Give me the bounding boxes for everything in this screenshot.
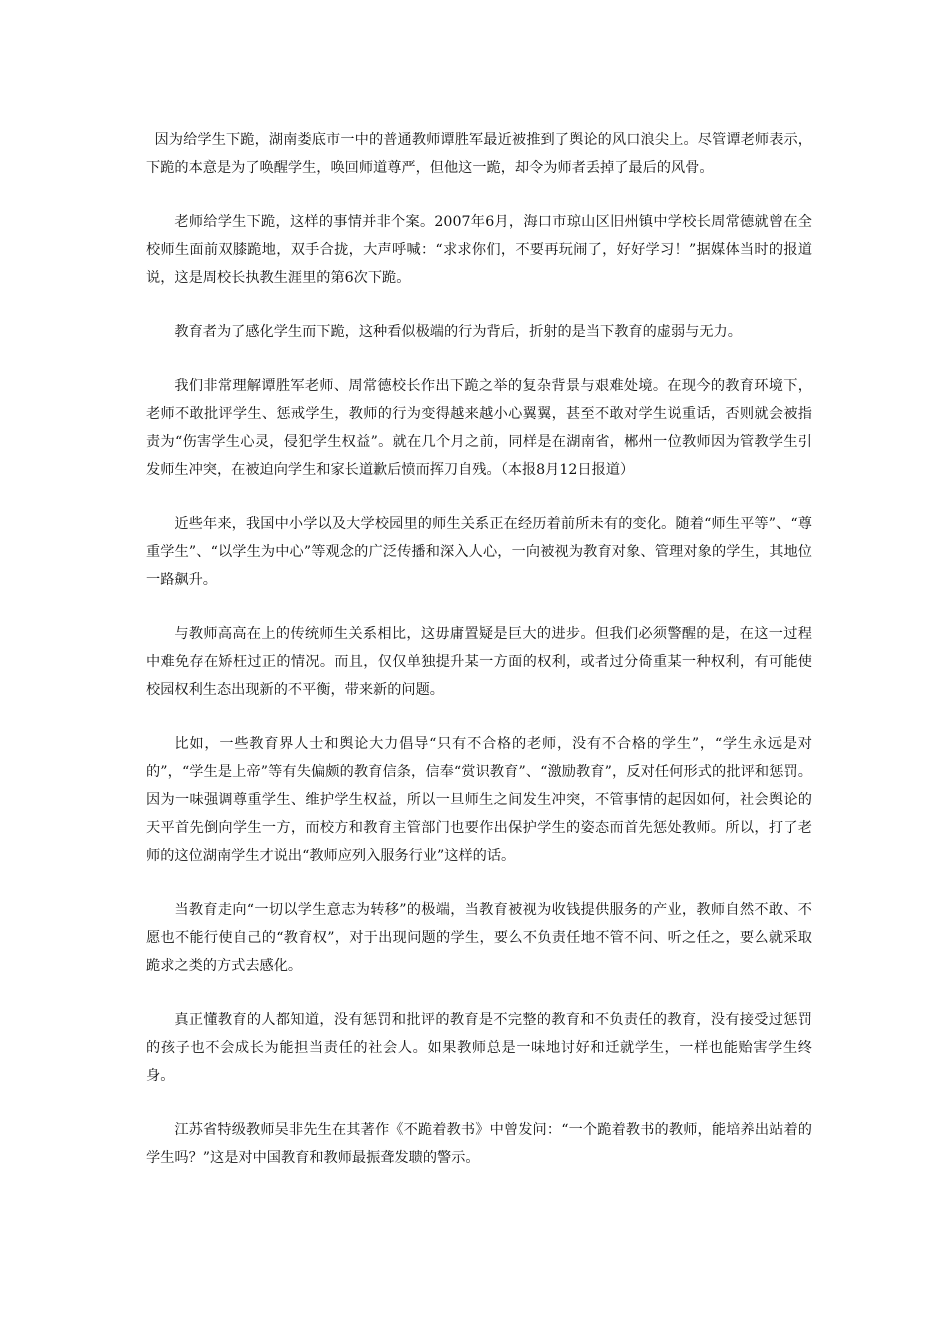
paragraph-2: 老师给学生下跪，这样的事情并非个案。2007年6月，海口市琼山区旧州镇中学校长周常德就曾在全校师生面前双膝跪地，双手合拢，大声呼喊：“求求你们，不要再玩闹了，好好学习！”据媒体当时的报道说，这是周校长执教生涯里的第6次下跪。	[146, 214, 812, 286]
paragraph-10: 江苏省特级教师吴非先生在其著作《不跪着教书》中曾发问：“一个跪着教书的教师，能培养出站着的学生吗？”这是对中国教育和教师最振聋发聩的警示。	[146, 1122, 812, 1166]
paragraph-9: 真正懂教育的人都知道，没有惩罚和批评的教育是不完整的教育和不负责任的教育，没有接受过惩罚的孩子也不会成长为能担当责任的社会人。如果教师总是一味地讨好和迁就学生，一样也能贻害学生终身。	[146, 1012, 812, 1084]
paragraph-5: 近些年来，我国中小学以及大学校园里的师生关系正在经历着前所未有的变化。随着“师生平等”、“尊重学生”、“以学生为中心”等观念的广泛传播和深入人心，一向被视为教育对象、管理对象的学生，其地位一路飙升。	[146, 516, 812, 588]
paragraph-7: 比如，一些教育界人士和舆论大力倡导“只有不合格的老师，没有不合格的学生”，“学生永远是对的”，“学生是上帝”等有失偏颇的教育信条，信奉“赏识教育”、“激励教育”，反对任何形式的批评和惩罚。因为一味强调尊重学生、维护学生权益，所以一旦师生之间发生冲突，不管事情的起因如何，社会舆论的天平首先倒向学生一方，而校方和教育主管部门也要作出保护学生的姿态而首先惩处教师。所以，打了老师的这位湖南学生才说出“教师应列入服务行业”这样的话。	[146, 736, 812, 864]
paragraph-4: 我们非常理解谭胜军老师、周常德校长作出下跪之举的复杂背景与艰难处境。在现今的教育环境下，老师不敢批评学生、惩戒学生，教师的行为变得越来越小心翼翼，甚至不敢对学生说重话，否则就会被指责为“伤害学生心灵，侵犯学生权益”。就在几个月之前，同样是在湖南省，郴州一位教师因为管教学生引发师生冲突，在被迫向学生和家长道歉后愤而挥刀自残。（本报8月12日报道）	[146, 378, 812, 478]
article-body	[146, 126, 812, 1198]
paragraph-8: 当教育走向“一切以学生意志为转移”的极端，当教育被视为收钱提供服务的产业，教师自然不敢、不愿也不能行使自己的“教育权”，对于出现问题的学生，要么不负责任地不管不问、听之任之，要么就采取跪求之类的方式去感化。	[146, 902, 812, 974]
paragraph-1: 因为给学生下跪，湖南娄底市一中的普通教师谭胜军最近被推到了舆论的风口浪尖上。尽管谭老师表示，下跪的本意是为了唤醒学生，唤回师道尊严，但他这一跪，却令为师者丢掉了最后的风骨。	[146, 132, 812, 176]
paragraph-6: 与教师高高在上的传统师生关系相比，这毋庸置疑是巨大的进步。但我们必须警醒的是，在这一过程中难免存在矫枉过正的情况。而且，仅仅单独提升某一方面的权利，或者过分倚重某一种权利，有可能使校园权利生态出现新的不平衡，带来新的问题。	[146, 626, 812, 698]
paragraph-3: 教育者为了感化学生而下跪，这种看似极端的行为背后，折射的是当下教育的虚弱与无力。	[174, 324, 742, 340]
